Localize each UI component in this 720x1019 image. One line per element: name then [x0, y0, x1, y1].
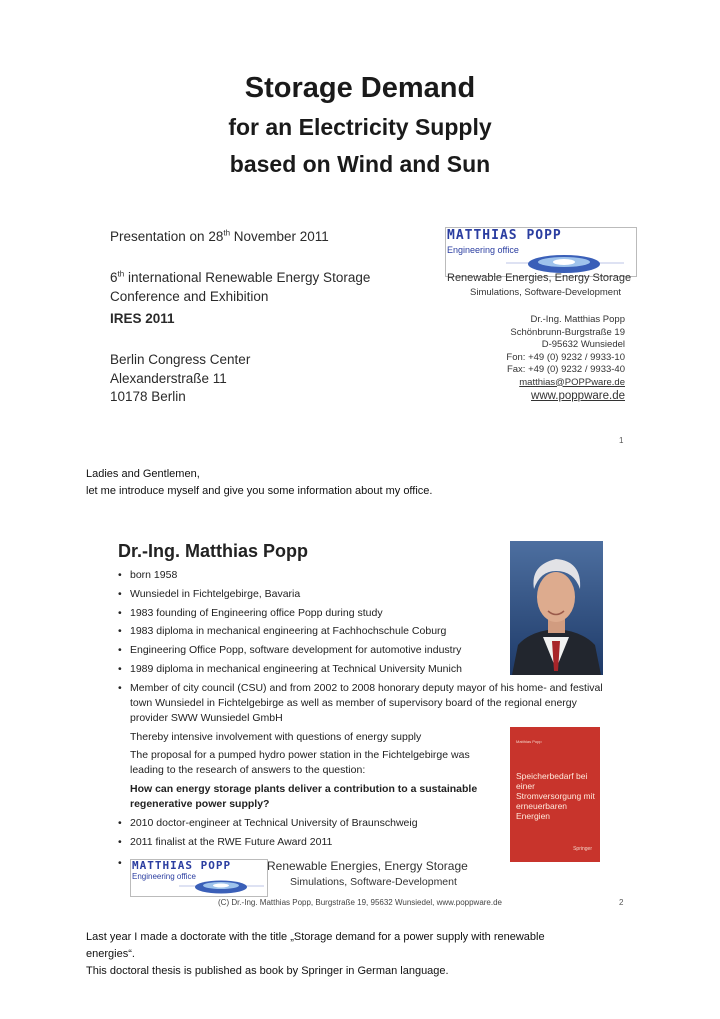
slide2-page-number: 2	[619, 898, 624, 907]
bio-item: • 1989 diploma in mechanical engineering at Technical University Munich	[118, 662, 608, 677]
book-title: Speicherbedarf bei einer Stromversorgung mit erneuerbaren Energien	[516, 771, 595, 821]
narration-1-line-1: Ladies and Gentlemen,	[86, 468, 200, 480]
narration-1-line-2: let me introduce myself and give you some information about my office.	[86, 485, 433, 497]
wind-turbine-logo-graphic	[486, 252, 626, 274]
bio-item: • 1983 diploma in mechanical engineering at Fachhochschule Coburg	[118, 624, 608, 639]
book-publisher: Springer	[573, 846, 592, 852]
slide1-subtitle-1: for an Electricity Supply	[228, 114, 492, 140]
book-cover	[510, 727, 600, 862]
narration-2-line-1: Last year I made a doctorate with the title „Storage demand for a power supply with renewable	[86, 931, 545, 943]
bio-item-question: How can energy storage plants deliver a contribution to a sustainable regenerative power supply?	[130, 783, 478, 811]
portrait-photo	[510, 541, 603, 675]
bio-item: • Engineering Office Popp, software development for automotive industry	[118, 643, 608, 658]
contact-name: Dr.-Ing. Matthias Popp	[530, 314, 625, 325]
logo-tagline-1b: Renewable Energies, Energy Storage	[267, 859, 468, 873]
wind-turbine-logo-graphic-2	[169, 878, 265, 894]
company-logo	[445, 227, 637, 277]
slide1-subtitle-2: based on Wind and Sun	[229, 151, 491, 177]
narration-2	[86, 929, 646, 980]
contact-city: D-95632 Wunsiedel	[541, 339, 625, 350]
logo-tagline-2b: Simulations, Software-Development	[290, 876, 457, 888]
venue-line-3: 10178 Berlin	[110, 389, 186, 404]
bio-item: • born 1958	[118, 568, 608, 583]
bio-item: • Member of city council (CSU) and from 2002 to 2008 honorary deputy mayor of his home- and festival town Wunsiedel in Fichtelgebirge as well as member of supervisory board of the regional energy provider SWW Wunsiedel GmbH	[118, 681, 608, 726]
book-author: Matthias Popp	[516, 739, 542, 744]
contact-street: Schönbrunn-Burgstraße 19	[510, 326, 625, 338]
contact-website[interactable]: www.poppware.de	[531, 390, 625, 402]
logo-tagline-1: Renewable Energies, Energy Storage	[447, 272, 632, 284]
bio-item: • 2010 doctor-engineer at Technical University of Braunschweig	[118, 816, 608, 831]
conference-line-1: 6th international Renewable Energy Storage	[110, 269, 371, 285]
contact-block	[425, 314, 625, 403]
venue-line-1: Berlin Congress Center	[110, 352, 251, 367]
slide2-title: Dr.-Ing. Matthias Popp	[118, 541, 309, 561]
conference-short: IRES 2011	[110, 311, 175, 326]
contact-fax: Fax: +49 (0) 9232 / 9933-40	[506, 364, 625, 375]
contact-phone: Fon: +49 (0) 9232 / 9933-10	[506, 351, 625, 363]
logo-subtitle-2: Engineering office	[132, 872, 196, 881]
venue-line-2: Alexanderstraße 11	[110, 371, 227, 386]
contact-email[interactable]: matthias@POPPware.de	[519, 376, 625, 388]
slide1-page-number: 1	[619, 436, 624, 445]
bio-item: Thereby intensive involvement with questions of energy supply	[130, 730, 422, 743]
logo-tagline-2: Simulations, Software-Development	[470, 287, 622, 298]
company-logo-2	[130, 859, 268, 897]
logo-name-2: MATTHIAS POPP	[132, 859, 232, 872]
logo-name: MATTHIAS POPP	[447, 228, 562, 243]
narration-2-line-3: This doctoral thesis is published as book by Springer in German language.	[86, 965, 449, 977]
bio-item-bullet: •	[118, 857, 122, 869]
bio-item: • 2011 finalist at the RWE Future Award 2011	[118, 835, 608, 850]
slide1-title: Storage Demand	[244, 72, 476, 104]
bio-item: • Wunsiedel in Fichtelgebirge, Bavaria	[118, 587, 608, 602]
slide2-footer: (C) Dr.-Ing. Matthias Popp, Burgstraße 19, 95632 Wunsiedel, www.poppware.de	[218, 898, 502, 907]
narration-1	[86, 466, 432, 500]
bio-item: The proposal for a pumped hydro power station in the Fichtelgebirge was leading to the research of answers to the question:	[130, 749, 470, 777]
bio-item: • 1983 founding of Engineering office Popp during study	[118, 606, 608, 621]
conference-line-2: Conference and Exhibition	[110, 289, 269, 304]
logo-subtitle: Engineering office	[447, 245, 519, 255]
presentation-date: Presentation on 28th November 2011	[110, 228, 329, 244]
narration-2-line-2: energies“.	[86, 948, 135, 960]
